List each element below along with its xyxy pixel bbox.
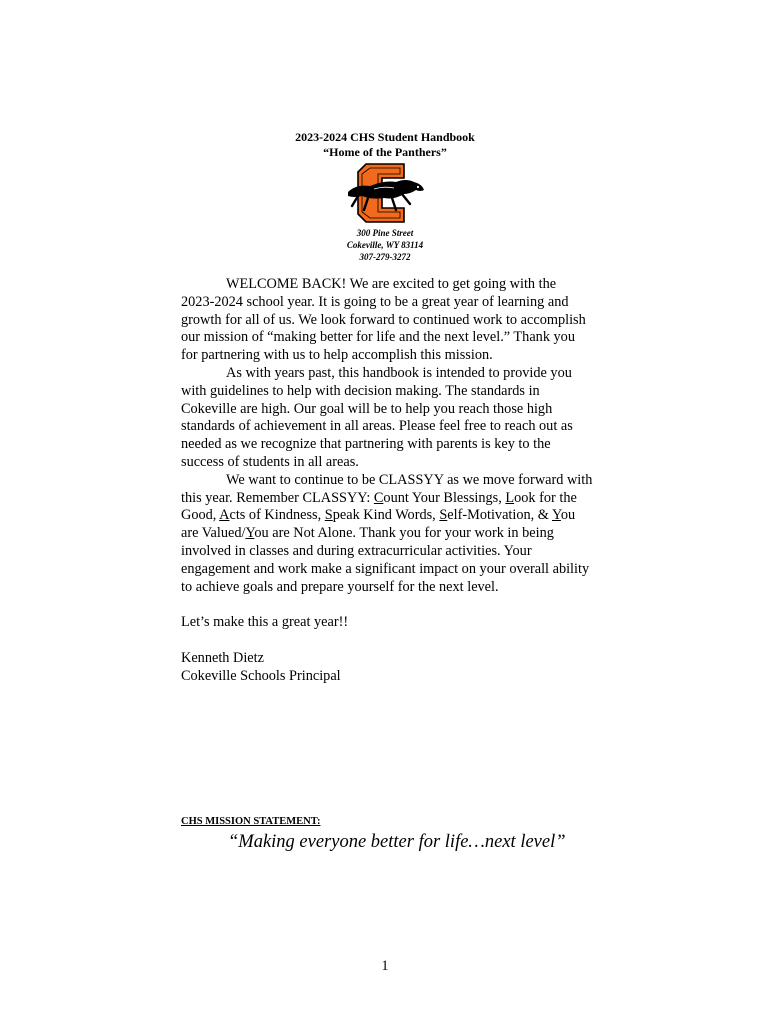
- classyy-text-y1: ou are Valued/: [181, 507, 576, 542]
- classyy-text-s2: elf-Motivation, &: [447, 507, 552, 524]
- letter-closing: Let’s make this a great year!!: [181, 614, 349, 631]
- mission-section: [181, 815, 631, 854]
- classyy-letter-y2: Y: [245, 525, 255, 542]
- address-city: Cokeville, WY 83114: [346, 240, 424, 250]
- classyy-letter-y1: Y: [551, 507, 561, 524]
- school-address: [0, 227, 770, 263]
- letter-paragraph-3: [181, 472, 593, 597]
- address-street: 300 Pine Street: [356, 228, 414, 238]
- classyy-outro: Thank you for your work in being involved in classes and during extracurricular activities. Your engagement and work make a significant impact on your overall ability to achieve goals and prepare yourself for the next level.: [181, 525, 590, 595]
- classyy-letter-l: L: [505, 489, 515, 506]
- document-header: [0, 130, 770, 160]
- classyy-text-s1: peak Kind Words,: [332, 507, 440, 524]
- page-number: 1: [381, 958, 389, 974]
- classyy-text-c: ount Your Blessings,: [383, 489, 506, 506]
- mission-title: CHS MISSION STATEMENT:: [181, 816, 321, 827]
- panther-c-logo-icon: [344, 160, 426, 226]
- classyy-letter-s2: S: [439, 507, 448, 524]
- mission-statement: “Making everyone better for life…next level”: [228, 832, 566, 852]
- handbook-title: 2023-2024 CHS Student Handbook: [295, 130, 475, 144]
- letter-paragraph-2: As with years past, this handbook is intended to provide you with guidelines to help with decision making. The standards in Cokeville are high. Our goal will be to help you reach those high standards of achievement in all areas. Please feel free to reach out as needed as we recognize that partnering with parents is key to the success of students in all areas.: [181, 364, 573, 470]
- welcome-letter: [181, 276, 593, 685]
- signature-name: Kenneth Dietz: [181, 649, 264, 666]
- classyy-text-l: ook for the Good,: [181, 489, 577, 524]
- handbook-subtitle: “Home of the Panthers”: [323, 145, 447, 159]
- classyy-letter-c: C: [373, 489, 384, 506]
- signature-title: Cokeville Schools Principal: [181, 667, 341, 684]
- spacer: [181, 632, 593, 650]
- classyy-text-y2: ou are Not Alone.: [254, 525, 357, 542]
- classyy-letter-s1: S: [324, 507, 333, 524]
- classyy-text-a: cts of Kindness,: [229, 507, 325, 524]
- classyy-intro: We want to continue to be CLASSYY as we move forward with this year. Remember CLASSYY:: [181, 471, 593, 506]
- address-phone: 307-279-3272: [359, 252, 411, 262]
- letter-paragraph-1: WELCOME BACK! We are excited to get going with the 2023-2024 school year. It is going to be a great year of learning and growth for all of us. We look forward to continued work to accomplish our mission of “making better for life and the next level.” Thank you for partnering with us to help accomplish this mission.: [181, 276, 586, 364]
- classyy-letter-a: A: [219, 507, 230, 524]
- spacer: [181, 596, 593, 614]
